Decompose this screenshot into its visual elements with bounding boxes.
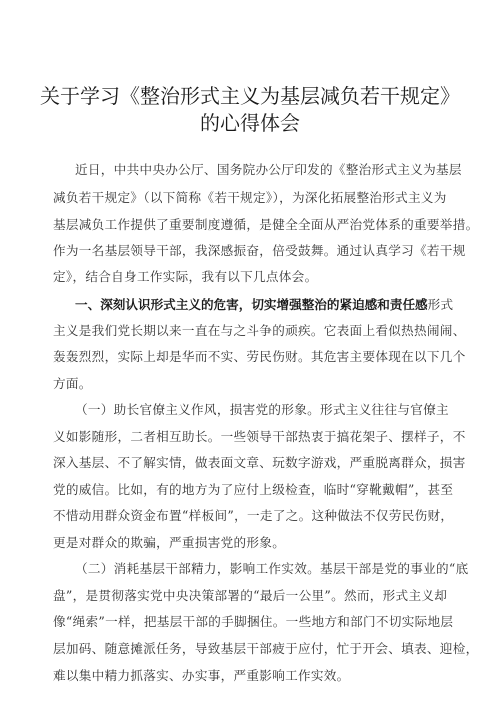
paragraph-line: 主义是我们党长期以来一直在与之斗争的顽疾。它表面上看似热热闹闹、 bbox=[53, 323, 466, 338]
paragraph-line: 近日，中共中央办公厅、国务院办公厅印发的《整治形式主义为基层 bbox=[75, 162, 462, 177]
paragraph-line: 党的威信。比如，有的地方为了应付上级检查，临时“穿靴戴帽”，甚至 bbox=[53, 482, 454, 497]
paragraph-line: 层加码、随意摊派任务，导致基层干部疲于应付，忙于开会、填表、迎检， bbox=[53, 641, 479, 656]
section-heading-text: 一、深刻认识形式主义的危害，切实增强整治的紧迫感和责任感 bbox=[75, 297, 428, 312]
document-title-line-1: 关于学习《整治形式主义为基层减负若干规定》 bbox=[40, 84, 460, 108]
paragraph-line: 更是对群众的欺骗，严重损害党的形象。 bbox=[53, 535, 286, 550]
paragraph-line: 难以集中精力抓落实、办实事，严重影响工作实效。 bbox=[53, 668, 350, 683]
document-title-line-2: 的心得体会 bbox=[200, 111, 300, 135]
paragraph-line: 定》，结合自身工作实际，我有以下几点体会。 bbox=[53, 269, 318, 284]
paragraph-line: 方面。 bbox=[53, 376, 92, 391]
paragraph-line: 盘”，是贯彻落实党中央决策部署的“最后一公里”。然而，形式主义却 bbox=[53, 588, 448, 603]
paragraph-line: 深入基层、不了解实情，做表面文章、玩数字游戏，严重脱离群众，损害 bbox=[53, 455, 466, 470]
paragraph-line: 减负若干规定》（以下简称《若干规定》），为深化拓展整治形式主义为 bbox=[53, 190, 447, 205]
paragraph-line: 作为一名基层领导干部，我深感振奋，倍受鼓舞。通过认真学习《若干规 bbox=[53, 243, 466, 258]
paragraph-line: 像“绳索”一样，把基层干部的手脚捆住。一些地方和部门不切实际地层 bbox=[53, 614, 454, 629]
paragraph-line: （二）消耗基层干部精力，影响工作实效。基层干部是党的事业的“底 bbox=[75, 561, 469, 576]
paragraph-line: （一）助长官僚主义作风，损害党的形象。形式主义往往与官僚主 bbox=[75, 402, 449, 417]
section-heading-tail: 形式 bbox=[427, 297, 454, 312]
paragraph-line: 基层减负工作提供了重要制度遵循，是健全全面从严治党体系的重要举措。 bbox=[53, 217, 479, 232]
paragraph-line: 轰轰烈烈，实际上却是华而不实、劳民伤财。其危害主要体现在以下几个 bbox=[53, 349, 466, 364]
paragraph-line: 不惜动用群众资金布置“样板间”，一走了之。这种做法不仅劳民伤财， bbox=[53, 508, 454, 523]
section-heading bbox=[75, 293, 453, 317]
paragraph-line: 义如影随形，二者相互助长。一些领导干部热衷于搞花架子、摆样子，不 bbox=[53, 429, 466, 444]
